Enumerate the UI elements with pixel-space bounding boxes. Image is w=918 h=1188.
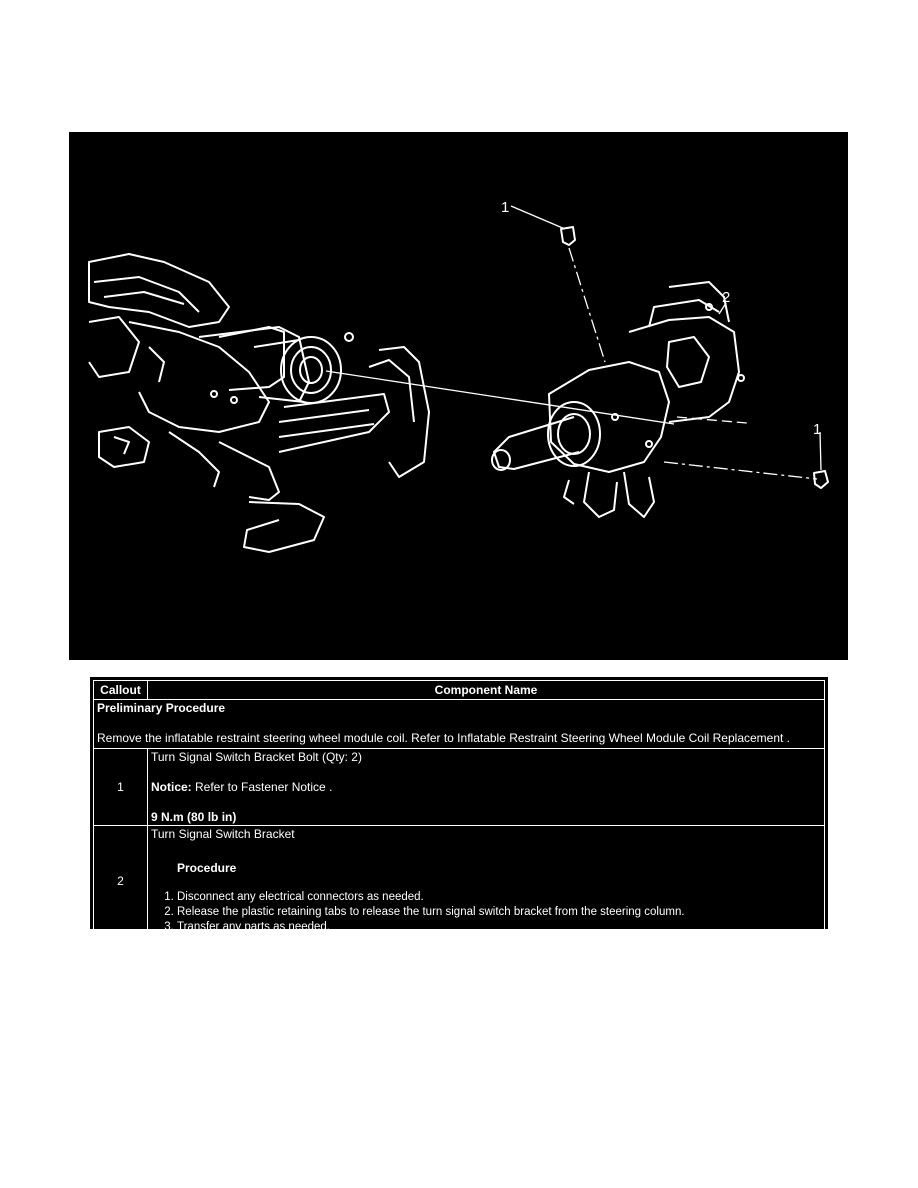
component-name: Turn Signal Switch Bracket	[151, 827, 295, 841]
notice-line	[151, 779, 821, 795]
exploded-view-illustration	[69, 132, 848, 660]
header-callout: Callout	[94, 681, 148, 700]
procedure-title: Procedure	[177, 861, 237, 875]
notice-text: Refer to Fastener Notice .	[191, 780, 333, 794]
preliminary-text: Remove the inflatable restraint steering wheel module coil. Refer to Inflatable Restraint Steering Wheel Module Coil Replacement .	[97, 731, 791, 745]
preliminary-title: Preliminary Procedure	[97, 701, 226, 715]
table-row	[94, 826, 825, 936]
callout-cell: 1	[94, 749, 148, 826]
component-table	[93, 680, 825, 936]
steering-column-diagram	[69, 132, 848, 660]
procedure-step: 1. Disconnect any electrical connectors as needed.	[177, 890, 821, 905]
component-cell	[148, 749, 825, 826]
callout-label-bolt-top: 1	[501, 199, 510, 216]
procedure-steps	[151, 890, 821, 935]
procedure-step: 3. Transfer any parts as needed.	[177, 920, 821, 935]
table-row	[94, 749, 825, 826]
table-header-row	[94, 681, 825, 700]
procedure-step: 2. Release the plastic retaining tabs to release the turn signal switch bracket from the steering column.	[177, 905, 821, 920]
notice-label: Notice:	[151, 780, 192, 794]
component-name: Turn Signal Switch Bracket Bolt (Qty: 2)	[151, 750, 362, 764]
callout-label-bracket: 2	[722, 289, 731, 306]
component-table-frame	[89, 676, 829, 933]
component-cell	[148, 826, 825, 936]
header-component-name: Component Name	[148, 681, 825, 700]
torque-spec: 9 N.m (80 lb in)	[151, 810, 237, 824]
preliminary-cell	[94, 700, 825, 749]
callout-label-bolt-right: 1	[813, 421, 822, 438]
preliminary-row	[94, 700, 825, 749]
callout-cell: 2	[94, 826, 148, 936]
